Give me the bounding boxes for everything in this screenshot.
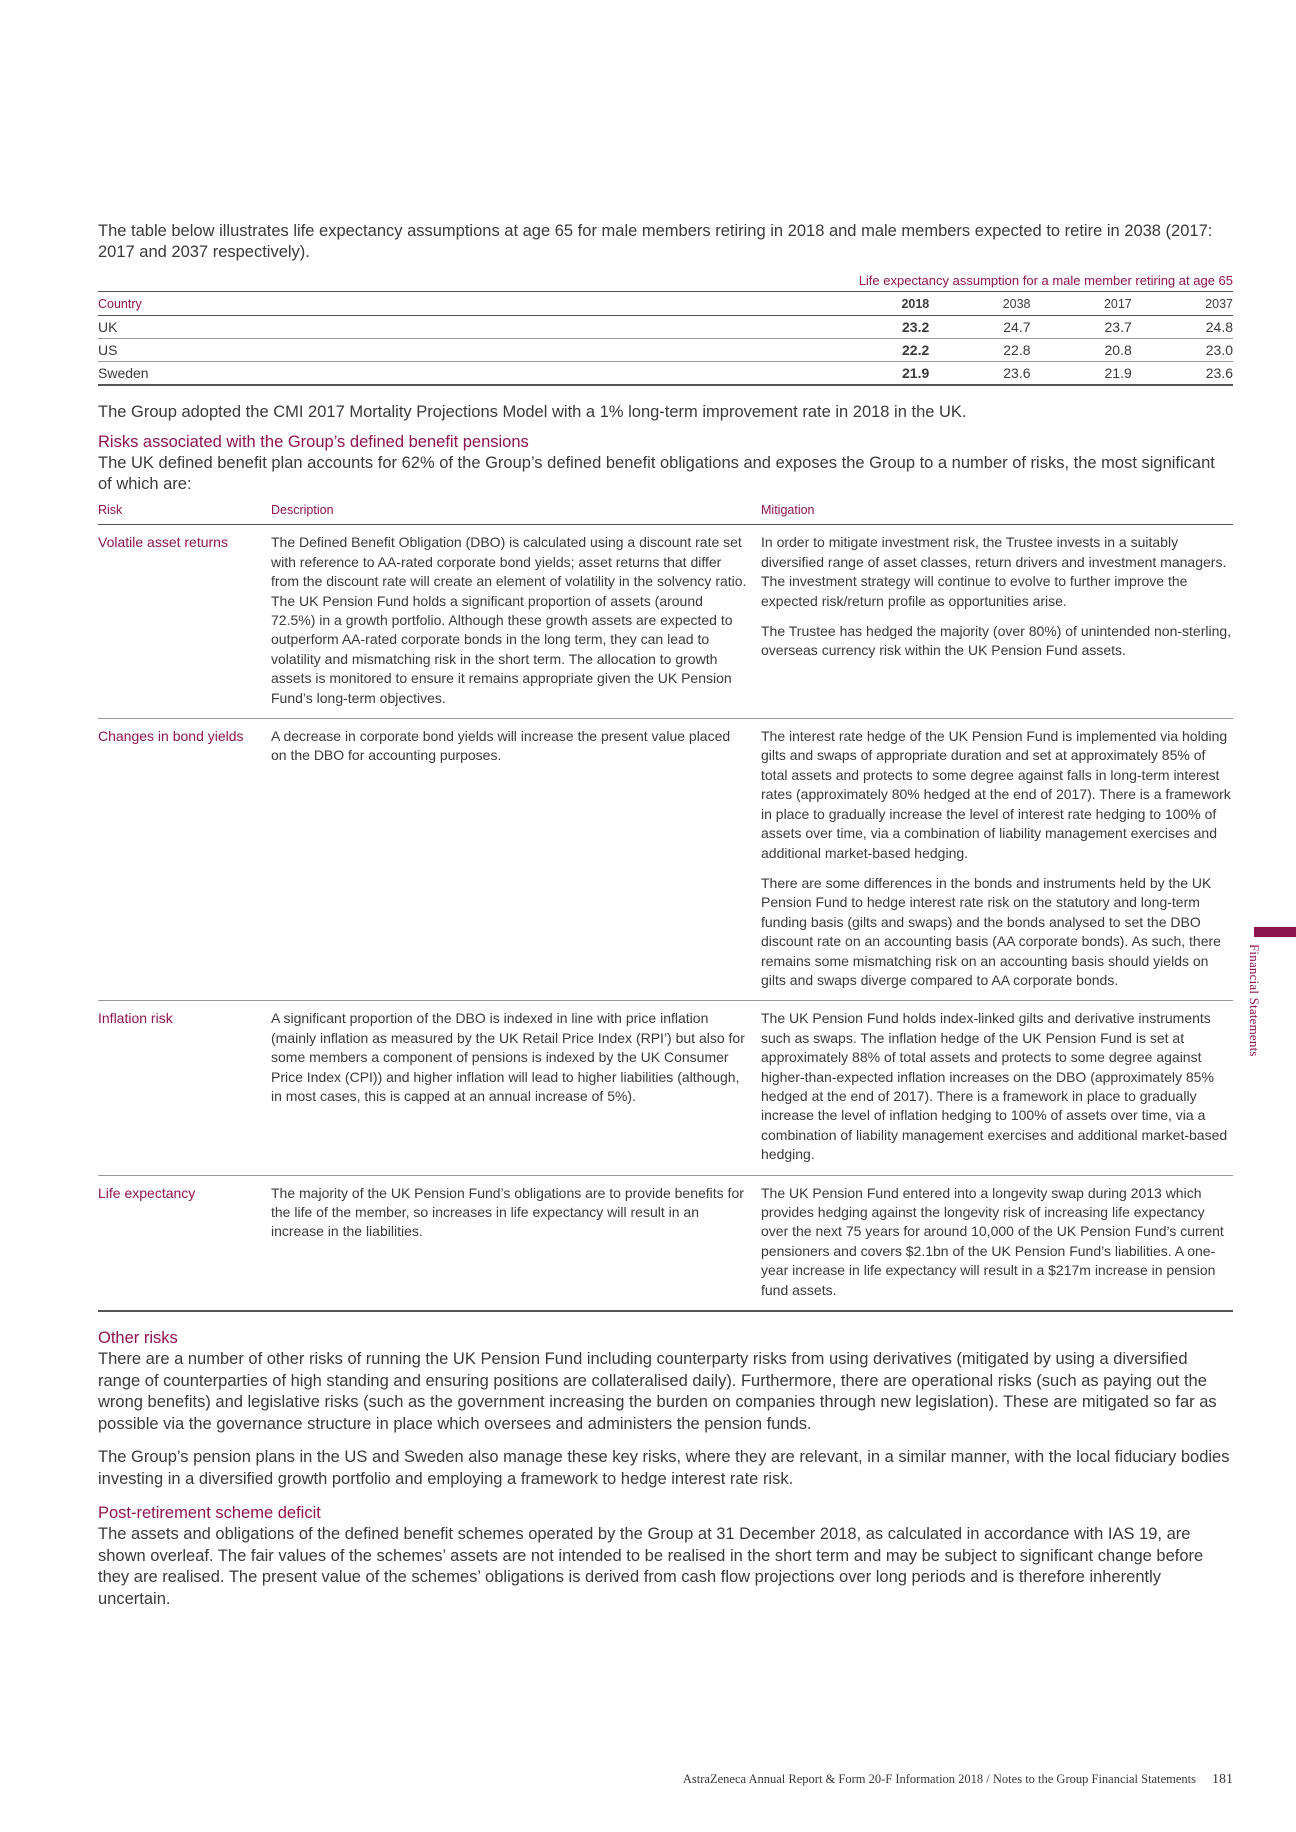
section-side-label: Financial Statements	[1247, 944, 1262, 1057]
intro-paragraph: The table below illustrates life expectancy assumptions at age 65 for male members retiring in 2018 and male members expected to retire in 2038 (2017: 2017 and 2037 respectively).	[98, 222, 1213, 261]
risk-description: The majority of the UK Pension Fund’s obligations are to provide benefits for the life of the member, so increases in life expectancy will result in an increase in the liabilities.	[271, 1184, 744, 1240]
risk-mitigation	[761, 533, 1233, 708]
risk-row-volatile-asset-returns	[98, 525, 1233, 719]
life-expectancy-table	[98, 273, 1233, 386]
mitigation-paragraph: The UK Pension Fund entered into a longevity swap during 2013 which provides hedging against the longevity risk of increasing life expectancy over the next 75 years for around 10,000 of the UK Pension Fund’s current pensioners and covers $2.1bn of the UK Pension Fund’s liabilities. A one-year increase in life expectancy will result in a $217m increase in pension fund assets.	[761, 1184, 1224, 1298]
risk-title: Volatile asset returns	[98, 534, 228, 551]
mitigation-column-header: Mitigation	[761, 503, 815, 517]
risk-title: Changes in bond yields	[98, 728, 244, 745]
page-content	[98, 221, 1233, 1610]
table-row	[98, 362, 1233, 386]
post-retirement-paragraph: The assets and obligations of the defined benefit schemes operated by the Group at 31 December 2018, as calculated in accordance with IAS 19, are shown overleaf. The fair values of the schemes’ assets are not intended to be realised in the short term and may be subject to significant change before they are realised. The present value of the schemes’ obligations is derived from cash flow projections over long periods and is therefore inherently uncertain.	[98, 1525, 1204, 1608]
mitigation-paragraph: In order to mitigate investment risk, the Trustee invests in a suitably diversified range of asset classes, return drivers and investment managers. The investment strategy will continue to evolve to further improve the expected risk/return profile as opportunities arise.	[761, 534, 1227, 609]
risks-table	[98, 501, 1233, 1312]
year-header-2017: 2017	[1031, 292, 1132, 316]
value-cell: 23.7	[1031, 316, 1132, 339]
value-cell: 22.8	[929, 339, 1030, 362]
table-row	[98, 339, 1233, 362]
value-cell: 20.8	[1031, 339, 1132, 362]
value-cell: 21.9	[828, 362, 929, 386]
other-risks-paragraph: The Group’s pension plans in the US and Sweden also manage these key risks, where they are relevant, in a similar manner, with the local fiduciary bodies investing in a diversified growth portfolio and employing a framework to hedge interest rate risk.	[98, 1448, 1230, 1488]
risks-table-header	[98, 501, 1233, 525]
post-retirement-heading: Post-retirement scheme deficit	[98, 1504, 321, 1523]
risk-description: A significant proportion of the DBO is indexed in line with price inflation (mainly inflation as measured by the UK Retail Price Index (RPI’) but also for some members a component of pensions is indexed by the UK Consumer Price Index (CPI)) and higher inflation will lead to higher liabilities (although, in most cases, this is capped at an annual increase of 5%).	[271, 1010, 745, 1104]
risk-row-inflation-risk	[98, 1001, 1233, 1175]
risk-row-life-expectancy	[98, 1176, 1233, 1312]
mitigation-paragraph: The Trustee has hedged the majority (over 80%) of unintended non-sterling, overseas currency risk within the UK Pension Fund assets.	[761, 623, 1232, 659]
mitigation-paragraph: There are some differences in the bonds and instruments held by the UK Pension Fund to hedge interest rate risk on the statutory and long-term funding basis (gilts and swaps) and the bonds analysed to set the DBO discount rate on an accounting basis (AA corporate bonds). As such, there remains some mismatching risk on an accounting basis should yields on gilts and swaps diverge compared to AA corporate bonds.	[761, 874, 1221, 988]
year-header-2037: 2037	[1132, 292, 1233, 316]
value-cell: 21.9	[1031, 362, 1132, 386]
cmi-paragraph: The Group adopted the CMI 2017 Mortality Projections Model with a 1% long-term improvement rate in 2018 in the UK.	[98, 403, 967, 421]
life-expectancy-group-heading: Life expectancy assumption for a male member retiring at age 65	[828, 273, 1233, 292]
year-header-2038: 2038	[929, 292, 1030, 316]
other-risks-paragraph: There are a number of other risks of running the UK Pension Fund including counterparty risks from using derivatives (mitigated by using a diversified range of counterparties of high standing and ensuring positions are collateralised daily). Furthermore, there are operational risks (such as paying out the wrong benefits) and legislative risks (such as the government increasing the burden on companies through new legislation). These are mitigated so far as possible via the governance structure in place which oversees and administers the pension funds.	[98, 1350, 1217, 1433]
value-cell: 22.2	[828, 339, 929, 362]
mitigation-paragraph: The interest rate hedge of the UK Pension Fund is implemented via holding gilts and swaps of appropriate duration and set at approximately 85% of total assets and protects to some degree against falls in long-term interest rates (approximately 80% hedged at the end of 2017). There is a framework in place to gradually increase the level of interest rate hedging to 100% of assets over time, via a combination of liability management exercises and additional market-based hedging.	[761, 728, 1231, 861]
risk-description: The Defined Benefit Obligation (DBO) is calculated using a discount rate set with reference to AA-rated corporate bond yields; asset returns that differ from the discount rate will create an element of volatility in the solvency ratio. The UK Pension Fund holds a significant proportion of assets (around 72.5%) in a growth portfolio. Although these growth assets are expected to outperform AA-rated corporate bonds in the long term, they can lead to volatility and mismatching risk in the short term. The allocation to growth assets is monitored to ensure it remains appropriate given the UK Pension Fund’s long-term objectives.	[271, 534, 747, 706]
risk-mitigation	[761, 727, 1233, 990]
page-footer	[98, 1772, 1233, 1788]
year-header-2018: 2018	[828, 292, 929, 316]
risk-title: Inflation risk	[98, 1010, 173, 1027]
country-cell: UK	[98, 316, 828, 339]
risk-mitigation	[761, 1009, 1233, 1164]
risk-mitigation	[761, 1184, 1233, 1300]
risk-title: Life expectancy	[98, 1184, 196, 1201]
risk-column-header: Risk	[98, 503, 123, 517]
country-header: Country	[98, 292, 828, 316]
footer-text: AstraZeneca Annual Report & Form 20-F Information 2018 / Notes to the Group Financial Statements	[682, 1772, 1196, 1786]
other-risks-heading: Other risks	[98, 1329, 178, 1348]
country-cell: US	[98, 339, 828, 362]
country-cell: Sweden	[98, 362, 828, 386]
value-cell: 23.6	[929, 362, 1030, 386]
risks-heading: Risks associated with the Group’s defined benefit pensions	[98, 433, 529, 451]
value-cell: 23.2	[828, 316, 929, 339]
value-cell: 24.8	[1132, 316, 1233, 339]
mitigation-paragraph: The UK Pension Fund holds index-linked gilts and derivative instruments such as swaps. The inflation hedge of the UK Pension Fund is set at approximately 88% of total assets and protects to some degree against higher-than-expected inflation increases on the DBO (approximately 85% hedged at the end of 2017). There is a framework in place to gradually increase the level of inflation hedging to 100% of assets over time, via a combination of liability management exercises and additional market-based hedging.	[761, 1010, 1228, 1163]
section-tab-marker	[1254, 927, 1296, 937]
value-cell: 24.7	[929, 316, 1030, 339]
description-column-header: Description	[271, 503, 334, 517]
page-number: 181	[1212, 1772, 1233, 1787]
value-cell: 23.6	[1132, 362, 1233, 386]
table-row	[98, 316, 1233, 339]
value-cell: 23.0	[1132, 339, 1233, 362]
risk-description: A decrease in corporate bond yields will increase the present value placed on the DBO for accounting purposes.	[271, 728, 731, 764]
risk-row-changes-in-bond-yields	[98, 719, 1233, 1001]
risks-intro: The UK defined benefit plan accounts for 62% of the Group’s defined benefit obligations and exposes the Group to a number of risks, the most significant of which are:	[98, 454, 1215, 493]
